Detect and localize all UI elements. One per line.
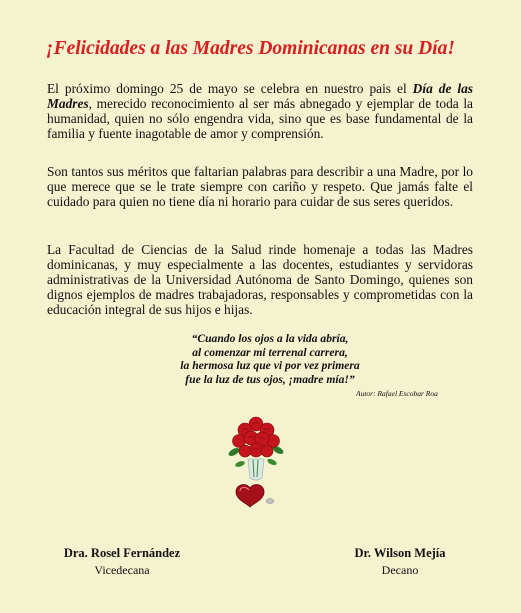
signature-left (52, 546, 192, 578)
poem-line: fue la luz de tus ojos, ¡madre mía!” (185, 372, 355, 386)
mothers-day-emphasis: Día de las Madres (47, 81, 474, 111)
paragraph-homage: La Facultad de Ciencias de la Salud rinde homenaje a todas las Madres dominicanas, y muy especialmente a las docentes, estudiantes y servidoras administrativas de la Universidad Autónoma de Santo Domingo, quienes son dignos ejemplos de madres trabajadoras, responsables y comprometidas con la educación integral de sus hijos e hijas. (47, 242, 473, 317)
poem (140, 332, 400, 386)
signature-name: Dra. Rosel Fernández (63, 546, 181, 560)
signature-right (340, 546, 460, 578)
paragraph1-before: El próximo domingo 25 de mayo se celebra en nuestro pais el (47, 81, 413, 96)
poem-line: al comenzar mi terrenal carrera, (192, 345, 348, 359)
poem-line: la hermosa luz que vi por vez primera (180, 359, 360, 372)
signature-role: Decano (381, 563, 419, 577)
roses-vase-image (226, 412, 286, 508)
page-title: ¡Felicidades a las Madres Dominicanas en su Día! (46, 38, 455, 59)
signature-name: Dr. Wilson Mejía (354, 546, 446, 560)
paragraph-mothers-day (47, 81, 473, 141)
poem-line: “Cuando los ojos a la vida abría, (191, 332, 349, 345)
poem-author: Autor: Rafael Escobar Roa (356, 389, 438, 398)
paragraph-merits: Son tantos sus méritos que faltarian palabras para describir a una Madre, por lo que merece que se le trate siempre con cariño y respeto. Que jamás falte el cuidado para quien no tiene día ni horario para cuidar de sus seres queridos. (47, 164, 473, 209)
signature-role: Vicedecana (94, 563, 150, 577)
paragraph1-after: , merecido reconocimiento al ser más abnegado y ejemplar de toda la humanidad, quien no sólo engendra vida, sino que es base fundamental de la familia y fuente inagotable de amor y comprensión. (47, 96, 473, 141)
